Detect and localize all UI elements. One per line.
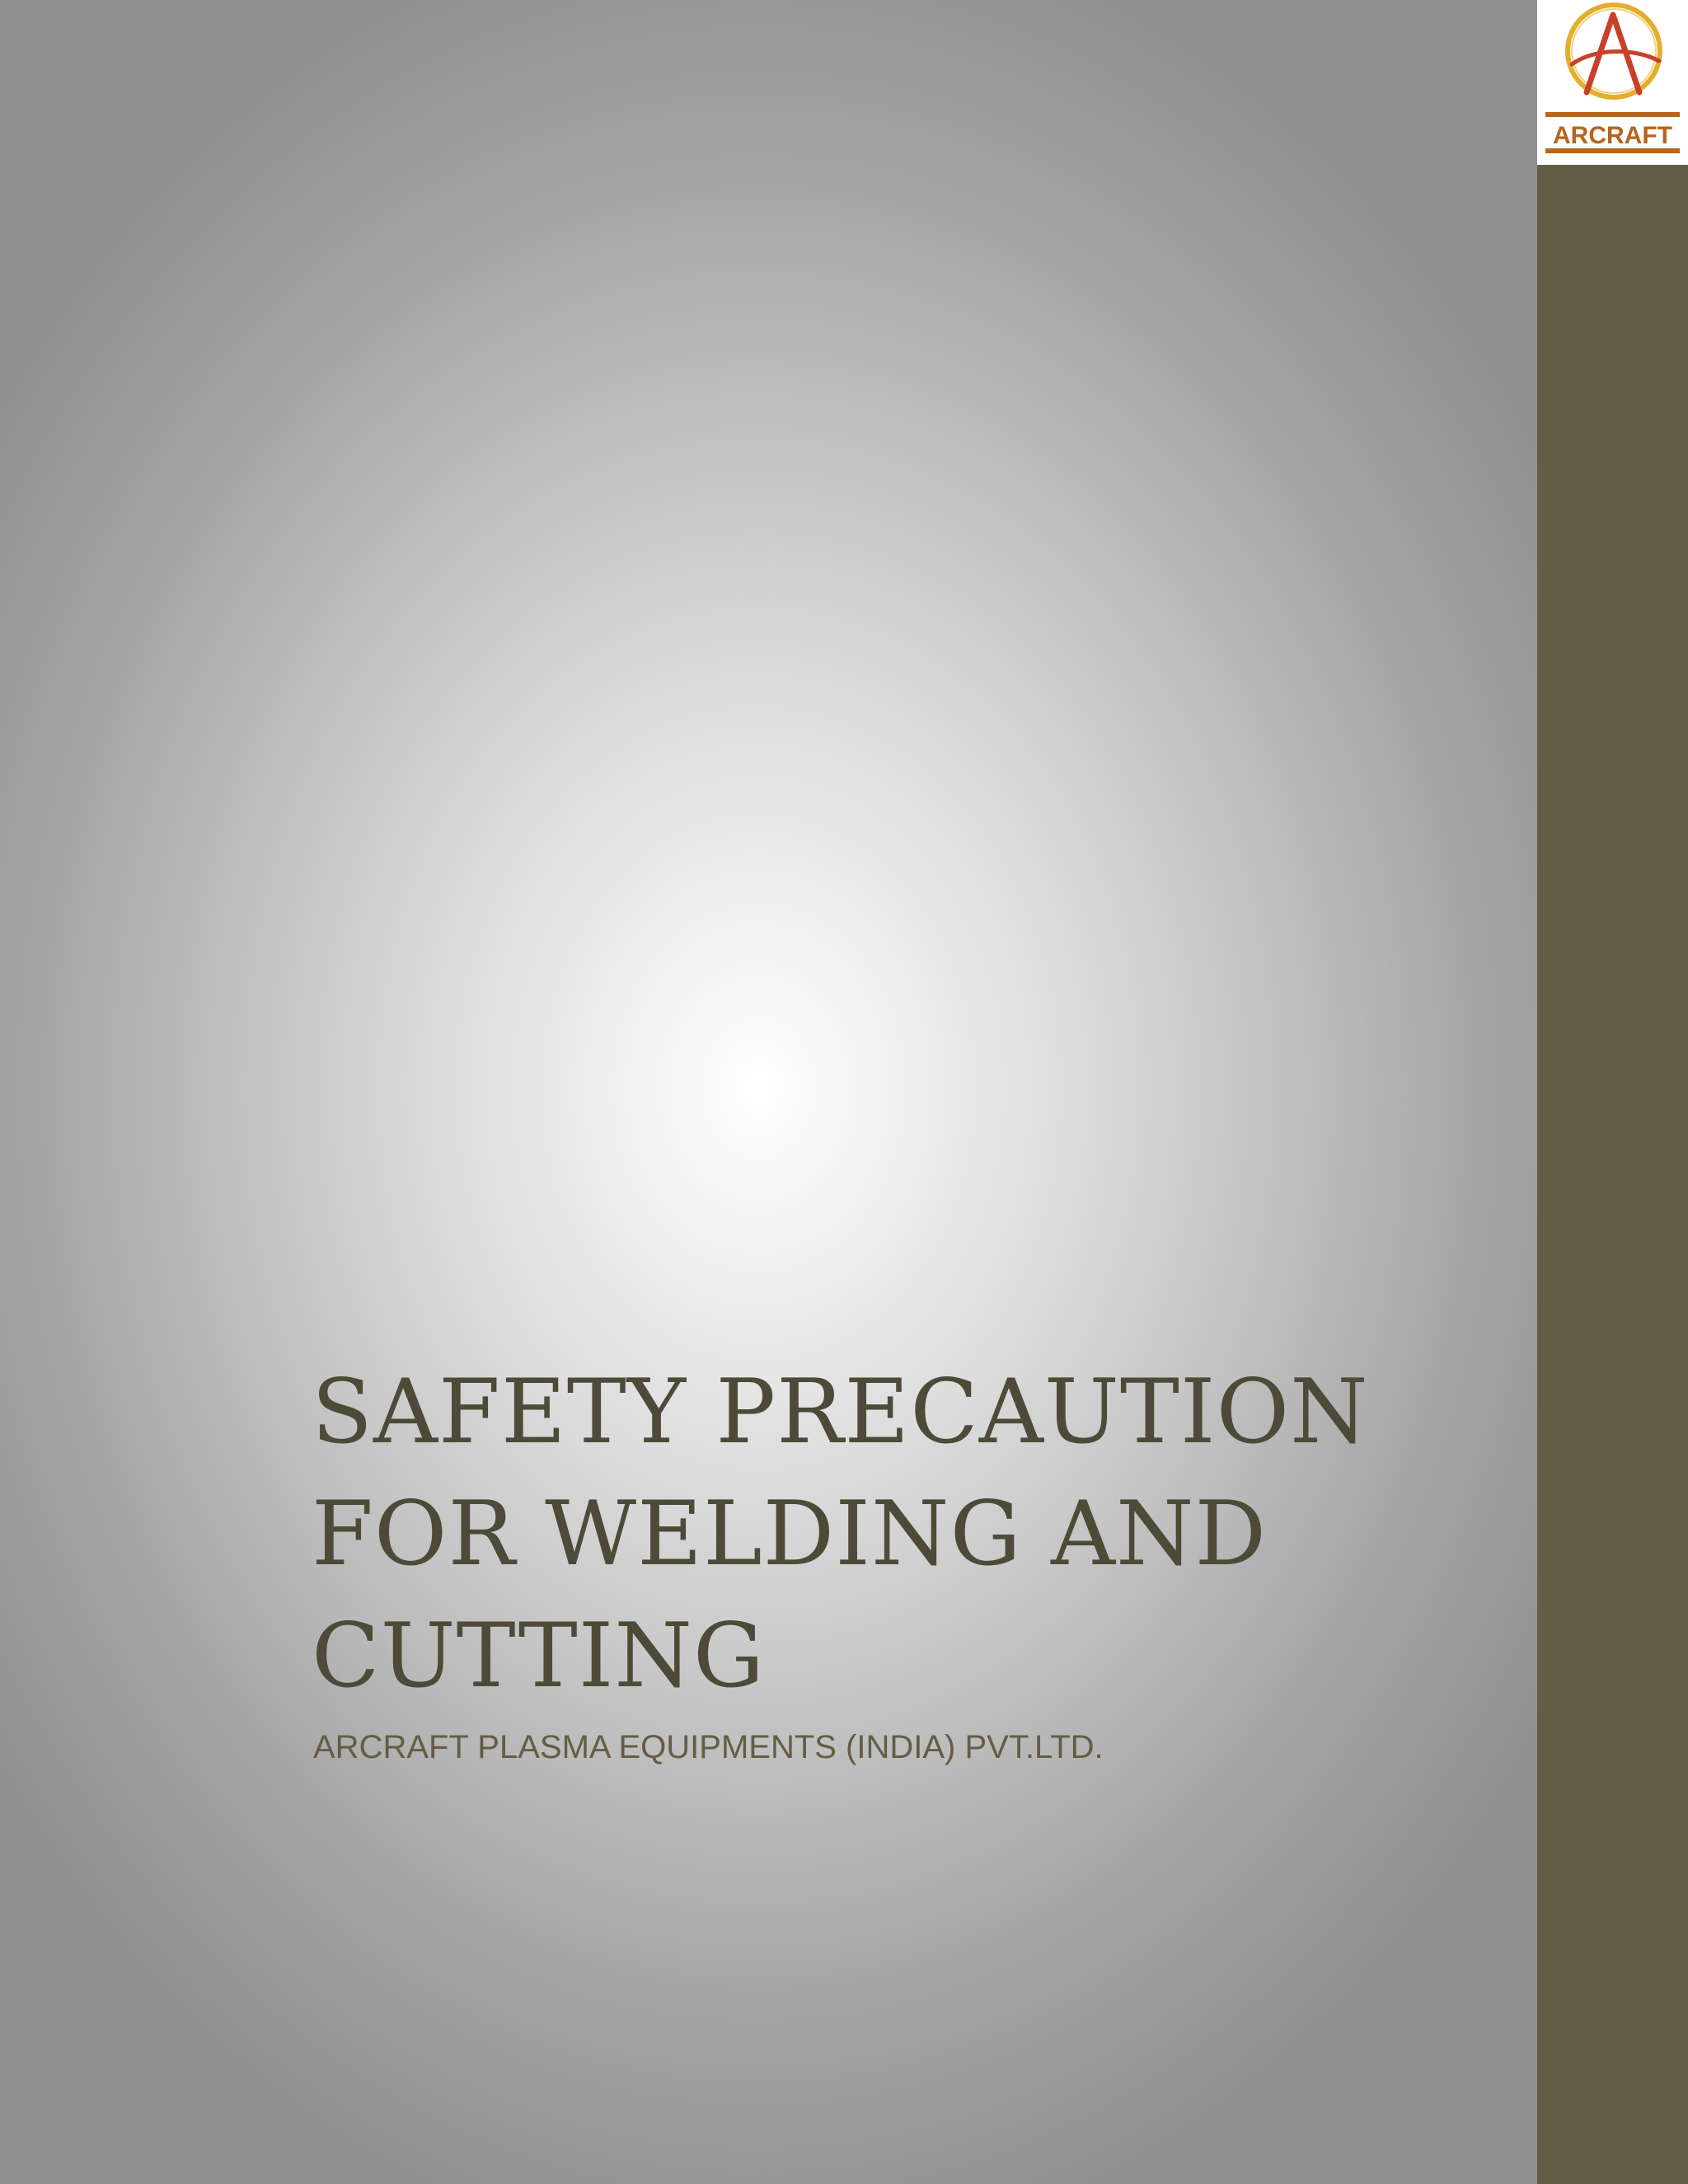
side-color-band	[1537, 0, 1688, 2184]
company-logo	[1537, 0, 1688, 165]
title-line: SAFETY PRECAUTION	[312, 1361, 1369, 1464]
document-title	[312, 1352, 1507, 1718]
svg-text:ARCRAFT: ARCRAFT	[1553, 122, 1672, 149]
title-line: FOR WELDING AND	[312, 1483, 1268, 1586]
arcraft-logo-icon	[1537, 0, 1688, 165]
title-block	[312, 1352, 1507, 1770]
company-name: ARCRAFT PLASMA EQUIPMENTS (INDIA) PVT.LTD.	[313, 1729, 1104, 1765]
title-line: CUTTING	[312, 1605, 766, 1708]
